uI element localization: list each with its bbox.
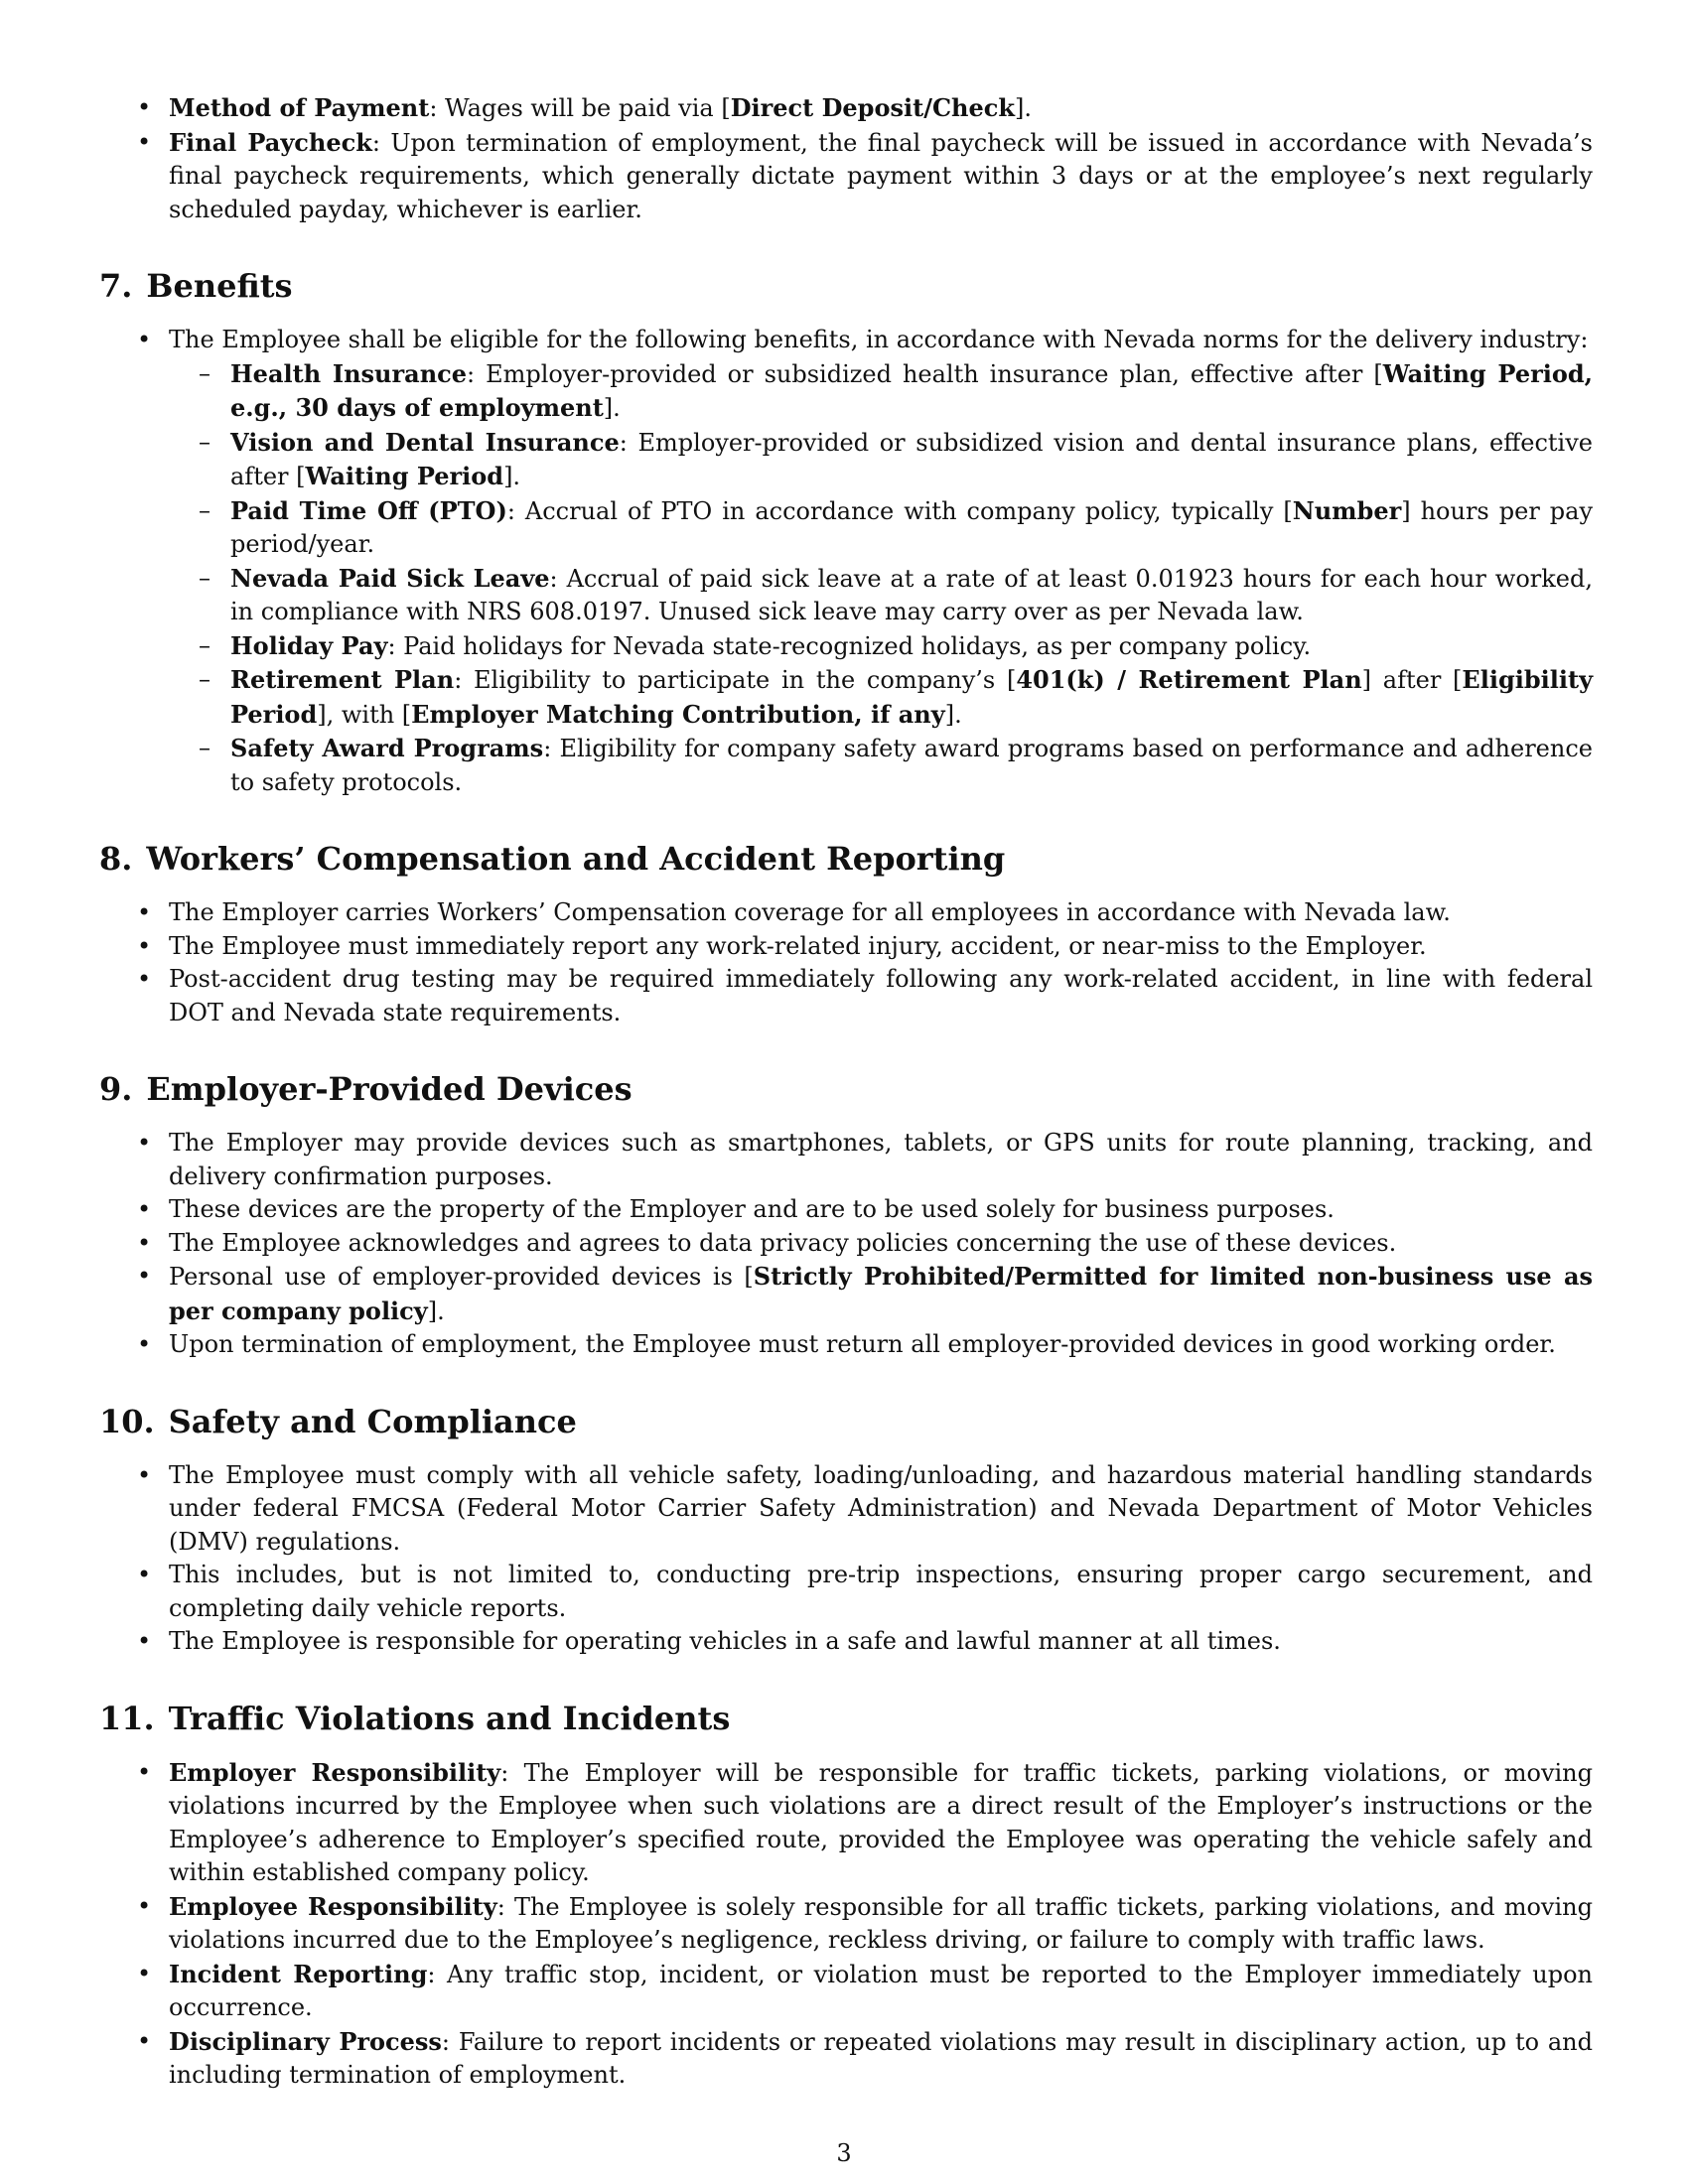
section-heading-devices: 9. Employer-Provided Devices — [99, 1070, 633, 1108]
workers-comp-list — [99, 896, 1593, 1029]
list-item: • The Employee must comply with all vehicle safety, loading/unloading, and hazardous material handling standards under federal FMCSA (Federal Motor Carrier Safety Administration) and Nevada Department of Motor Vehicles (DMV) regulations. — [99, 1459, 1593, 1560]
traffic-list — [99, 1756, 1593, 2093]
list-item: • The Employer may provide devices such as smartphones, tablets, or GPS units for route planning, tracking, and delivery confirmation purposes. — [99, 1127, 1593, 1193]
list-item: – Holiday Pay: Paid holidays for Nevada state-recognized holidays, as per company policy. — [169, 629, 1593, 664]
page-number: 3 — [836, 2139, 852, 2167]
safety-list — [99, 1459, 1593, 1659]
list-item: • The Employee is responsible for operating vehicles in a safe and lawful manner at all times. — [99, 1625, 1593, 1659]
list-item: • This includes, but is not limited to, conducting pre-trip inspections, ensuring proper cargo securement, and completing daily vehicle reports. — [99, 1559, 1593, 1625]
list-item: – Nevada Paid Sick Leave: Accrual of paid sick leave at a rate of at least 0.01923 hours for each hour worked, in compliance with NRS 608.0197. Unused sick leave may carry over as per Nevada law. — [169, 562, 1593, 629]
list-item: • These devices are the property of the Employer and are to be used solely for business purposes. — [99, 1193, 1593, 1227]
list-item: • The Employee must immediately report any work-related injury, accident, or near-miss to the Employer. — [99, 930, 1593, 964]
list-item: • The Employee shall be eligible for the following benefits, in accordance with Nevada norms for the delivery industry: – Health Insurance: Employer-provided or subsidized health insurance plan, effective after [Waiting Period, e.g., 30 days of employment]. – Vision and Dental Insurance: Employer-provided or subsidized vision and dental insurance plans, effective after [Waiting Period]. – Paid Time Off (PTO): Accrual of PTO in accordance with company policy, typically [Number] hours per pay period/year. – Nevada Paid Sick Leave: Accrual of paid sick leave at a rate of at least 0.01923 hours for each hour worked, in compliance with NRS 608.0197. Unused sick leave may carry over as per Nevada law. – Holiday Pay: Paid holidays for Nevada state-recognized holidays, as per company policy. – Retirement Plan: Eligibility to participate in the company’s [401(k) / Retirement Plan] after [Eligibility Period], with [Employer Matching Contribution, if any]. – Safety Award Programs: Eligibility for company safety award programs based on performance and adherence to safety protocols. — [99, 324, 1593, 799]
list-item: • Post-accident drug testing may be required immediately following any work-related accident, in line with federal DOT and Nevada state requirements. — [99, 963, 1593, 1029]
document-page — [99, 91, 1593, 2093]
benefits-sublist — [169, 357, 1593, 800]
section-heading-workers-compensation: 8. Workers’ Compensation and Accident Reporting — [99, 840, 1006, 878]
section-heading-traffic-violations: 11. Traffic Violations and Incidents — [99, 1699, 731, 1737]
list-item: – Retirement Plan: Eligibility to participate in the company’s [401(k) / Retirement Plan] after [Eligibility Period], with [Employer Matching Contribution, if any]. — [169, 663, 1593, 732]
list-item: • Employee Responsibility: The Employee is solely responsible for all traffic tickets, parking violations, and moving violations incurred due to the Employee’s negligence, reckless driving, or failure to comply with traffic laws. — [99, 1890, 1593, 1958]
list-item: – Health Insurance: Employer-provided or subsidized health insurance plan, effective after [Waiting Period, e.g., 30 days of employment]. — [169, 357, 1593, 426]
list-item: • Disciplinary Process: Failure to report incidents or repeated violations may result in disciplinary action, up to and including termination of employment. — [99, 2025, 1593, 2093]
list-item: • Upon termination of employment, the Employee must return all employer-provided devices in good working order. — [99, 1328, 1593, 1362]
list-item: – Safety Award Programs: Eligibility for company safety award programs based on performance and adherence to safety protocols. — [169, 732, 1593, 799]
section-heading-benefits: 7. Benefits — [99, 267, 293, 305]
list-item: • Employer Responsibility: The Employer will be responsible for traffic tickets, parking violations, or moving violations incurred by the Employee when such violations are a direct result of the Employer’s instructions or the Employee’s adherence to Employer’s specified route, provided the Employee was operating the vehicle safely and within established company policy. — [99, 1756, 1593, 1890]
list-item: • Personal use of employer-provided devices is [Strictly Prohibited/Permitted for limited non-business use as per company policy]. — [99, 1260, 1593, 1328]
benefits-list — [99, 324, 1593, 799]
list-item: • Method of Payment: Wages will be paid via [Direct Deposit/Check]. — [99, 91, 1593, 126]
devices-list — [99, 1127, 1593, 1362]
list-item: • Incident Reporting: Any traffic stop, incident, or violation must be reported to the Employer immediately upon occurrence. — [99, 1958, 1593, 2025]
section-heading-safety: 10. Safety and Compliance — [99, 1402, 577, 1440]
list-item: – Vision and Dental Insurance: Employer-provided or subsidized vision and dental insurance plans, effective after [Waiting Period]. — [169, 426, 1593, 494]
payment-list — [99, 91, 1593, 226]
list-item: • The Employee acknowledges and agrees to data privacy policies concerning the use of these devices. — [99, 1227, 1593, 1261]
list-item: • The Employer carries Workers’ Compensation coverage for all employees in accordance with Nevada law. — [99, 896, 1593, 930]
list-item: – Paid Time Off (PTO): Accrual of PTO in accordance with company policy, typically [Number] hours per pay period/year. — [169, 494, 1593, 562]
list-item: • Final Paycheck: Upon termination of employment, the final paycheck will be issued in accordance with Nevada’s final paycheck requirements, which generally dictate payment within 3 days or at the employee’s next regularly scheduled payday, whichever is earlier. — [99, 126, 1593, 227]
